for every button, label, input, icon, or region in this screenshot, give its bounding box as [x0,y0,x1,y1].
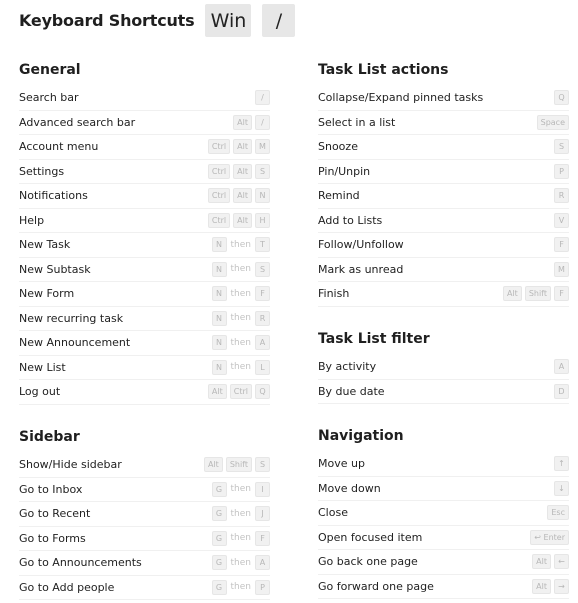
shortcut-row [19,502,270,527]
shortcut-label: New List [19,360,66,374]
key-cap: Alt [233,164,252,179]
key-cap: H [255,213,270,228]
key-cap: / [255,115,270,130]
shortcut-keys [551,213,569,228]
key-cap: Shift [226,457,252,472]
shortcut-keys [500,286,569,301]
shortcut-keys [205,384,270,399]
key-cap: F [255,531,270,546]
shortcut-keys [551,359,569,374]
shortcut-keys [209,506,270,521]
key-cap: Shift [525,286,551,301]
shortcut-label: Go forward one page [318,579,434,593]
key-cap: Ctrl [230,384,252,399]
shortcut-label: Go to Inbox [19,482,83,496]
key-cap: Alt [233,139,252,154]
key-cap: Q [255,384,270,399]
shortcut-label: New Form [19,287,75,301]
key-cap: Alt [233,213,252,228]
key-cap: V [554,213,569,228]
shortcut-label: New Task [19,238,71,252]
shortcut-row [318,526,569,551]
key-cap: S [255,457,270,472]
then-separator: then [230,508,251,519]
shortcut-label: Go back one page [318,555,418,569]
header [19,4,306,37]
shortcut-row [318,550,569,575]
section-title: Task List actions [318,62,449,78]
shortcut-label: Remind [318,189,360,203]
shortcut-keys [209,286,270,301]
shortcut-keys [205,213,270,228]
shortcut-keys [544,505,569,520]
shortcut-keys [551,384,569,399]
shortcut-keys [551,481,569,496]
shortcut-row [318,355,569,380]
key-cap: Alt [532,554,551,569]
shortcut-row [19,111,270,136]
shortcut-label: Log out [19,385,61,399]
shortcut-keys [252,90,270,105]
slash-toggle-button[interactable]: / [262,4,295,37]
task-list-actions-section [318,60,569,307]
shortcut-keys [534,115,569,130]
shortcut-row [19,184,270,209]
shortcut-row [318,111,569,136]
shortcut-row [318,160,569,185]
key-cap: R [255,311,270,326]
shortcut-label: Collapse/Expand pinned tasks [318,91,484,105]
then-separator: then [230,239,251,250]
sidebar-section [19,427,270,600]
shortcut-row [318,135,569,160]
key-cap: Alt [503,286,522,301]
shortcut-row [318,184,569,209]
shortcut-keys [230,115,270,130]
key-cap: ← [554,554,569,569]
shortcut-keys [551,139,569,154]
key-cap: ↓ [554,481,569,496]
shortcut-label: Finish [318,287,350,301]
key-cap: F [255,286,270,301]
shortcut-keys [529,554,569,569]
shortcut-keys [551,262,569,277]
shortcut-keys [209,580,270,595]
shortcut-row [318,477,569,502]
shortcut-label: Help [19,213,45,227]
key-cap: S [554,139,569,154]
key-cap: Esc [547,505,569,520]
shortcut-label: Go to Announcements [19,556,142,570]
shortcut-label: New Subtask [19,262,91,276]
shortcut-row [318,501,569,526]
then-separator: then [230,337,251,348]
key-cap: Alt [233,188,252,203]
shortcut-row [19,331,270,356]
then-separator: then [230,582,251,593]
key-cap: ↑ [554,456,569,471]
key-cap: T [255,237,270,252]
shortcut-label: By due date [318,384,385,398]
shortcut-row [19,576,270,601]
key-cap: F [554,286,569,301]
shortcut-label: Settings [19,164,65,178]
shortcut-label: Pin/Unpin [318,164,371,178]
key-cap: S [255,262,270,277]
then-separator: then [230,313,251,324]
shortcut-keys [551,164,569,179]
key-cap: Q [554,90,569,105]
shortcut-label: Go to Add people [19,580,115,594]
then-separator: then [230,557,251,568]
shortcut-label: Search bar [19,91,79,105]
shortcut-row [318,282,569,307]
then-separator: then [230,362,251,373]
shortcut-row [19,209,270,234]
shortcut-row [318,380,569,405]
shortcut-keys [209,335,270,350]
shortcut-row [19,551,270,576]
shortcut-keys [551,188,569,203]
shortcut-label: Follow/Unfollow [318,238,404,252]
shortcut-keys [209,262,270,277]
key-cap: N [212,360,227,375]
shortcut-label: By activity [318,360,377,374]
key-cap: M [255,139,270,154]
shortcut-label: Move down [318,481,381,495]
shortcut-label: Close [318,506,348,520]
section-title: Navigation [318,428,404,444]
section-title: Sidebar [19,429,80,445]
key-cap: G [212,580,227,595]
key-cap: R [554,188,569,203]
shortcut-label: Go to Recent [19,507,91,521]
key-cap: N [212,237,227,252]
shortcut-label: Notifications [19,189,88,203]
key-cap: F [554,237,569,252]
shortcut-keys [529,579,569,594]
shortcut-row [19,527,270,552]
key-cap: S [255,164,270,179]
general-section [19,60,270,405]
key-cap: P [554,164,569,179]
key-cap: Ctrl [208,213,230,228]
shortcut-label: Select in a list [318,115,396,129]
key-cap: Alt [233,115,252,130]
shortcut-keys [527,530,569,545]
shortcut-keys [209,360,270,375]
section-title: General [19,62,81,78]
key-cap: ↩ Enter [530,530,569,545]
key-cap: J [255,506,270,521]
shortcut-row [19,380,270,405]
key-cap: → [554,579,569,594]
shortcut-label: Snooze [318,140,358,154]
key-cap: A [255,555,270,570]
shortcut-label: Open focused item [318,530,423,544]
shortcut-label: Add to Lists [318,213,383,227]
shortcut-row [19,160,270,185]
shortcut-label: New recurring task [19,311,124,325]
key-cap: N [255,188,270,203]
shortcut-row [19,356,270,381]
key-cap: L [255,360,270,375]
shortcut-keys [209,555,270,570]
shortcut-keys [205,188,270,203]
key-cap: Ctrl [208,164,230,179]
key-cap: Ctrl [208,139,230,154]
shortcut-label: Mark as unread [318,262,404,276]
key-cap: P [255,580,270,595]
key-cap: A [554,359,569,374]
shortcut-row [19,233,270,258]
shortcut-keys [209,531,270,546]
key-cap: N [212,311,227,326]
shortcut-label: New Announcement [19,336,131,350]
key-cap: / [255,90,270,105]
key-cap: G [212,482,227,497]
then-separator: then [230,484,251,495]
key-cap: G [212,555,227,570]
key-cap: I [255,482,270,497]
shortcut-keys [209,237,270,252]
shortcut-label: Advanced search bar [19,115,136,129]
shortcut-keys [209,482,270,497]
shortcut-label: Account menu [19,140,99,154]
key-cap: Alt [208,384,227,399]
shortcut-keys [205,164,270,179]
key-cap: Space [537,115,569,130]
key-cap: Ctrl [208,188,230,203]
navigation-section [318,426,569,599]
shortcut-row [318,258,569,283]
task-list-filter-section [318,329,569,404]
shortcut-row [318,209,569,234]
shortcut-label: Show/Hide sidebar [19,458,122,472]
key-cap: Alt [204,457,223,472]
then-separator: then [230,264,251,275]
shortcut-row [19,282,270,307]
shortcut-keys [551,237,569,252]
shortcut-keys [205,139,270,154]
shortcut-keys [201,457,270,472]
shortcut-row [19,453,270,478]
shortcut-row [318,233,569,258]
shortcut-keys [551,90,569,105]
shortcut-row [19,307,270,332]
shortcut-keys [551,456,569,471]
shortcut-row [318,575,569,600]
key-cap: Alt [532,579,551,594]
shortcut-row [318,452,569,477]
shortcut-row [318,86,569,111]
key-cap: G [212,531,227,546]
then-separator: then [230,533,251,544]
key-cap: A [255,335,270,350]
key-cap: N [212,335,227,350]
key-cap: N [212,262,227,277]
key-cap: G [212,506,227,521]
key-cap: N [212,286,227,301]
shortcut-row [19,86,270,111]
page-title: Keyboard Shortcuts [19,11,195,30]
shortcut-label: Go to Forms [19,531,86,545]
shortcut-label: Move up [318,457,365,471]
key-cap: D [554,384,569,399]
shortcut-row [19,478,270,503]
shortcut-keys [209,311,270,326]
shortcut-row [19,258,270,283]
key-cap: M [554,262,569,277]
then-separator: then [230,288,251,299]
section-title: Task List filter [318,331,430,347]
shortcut-row [19,135,270,160]
os-toggle-button[interactable]: Win [205,4,251,37]
